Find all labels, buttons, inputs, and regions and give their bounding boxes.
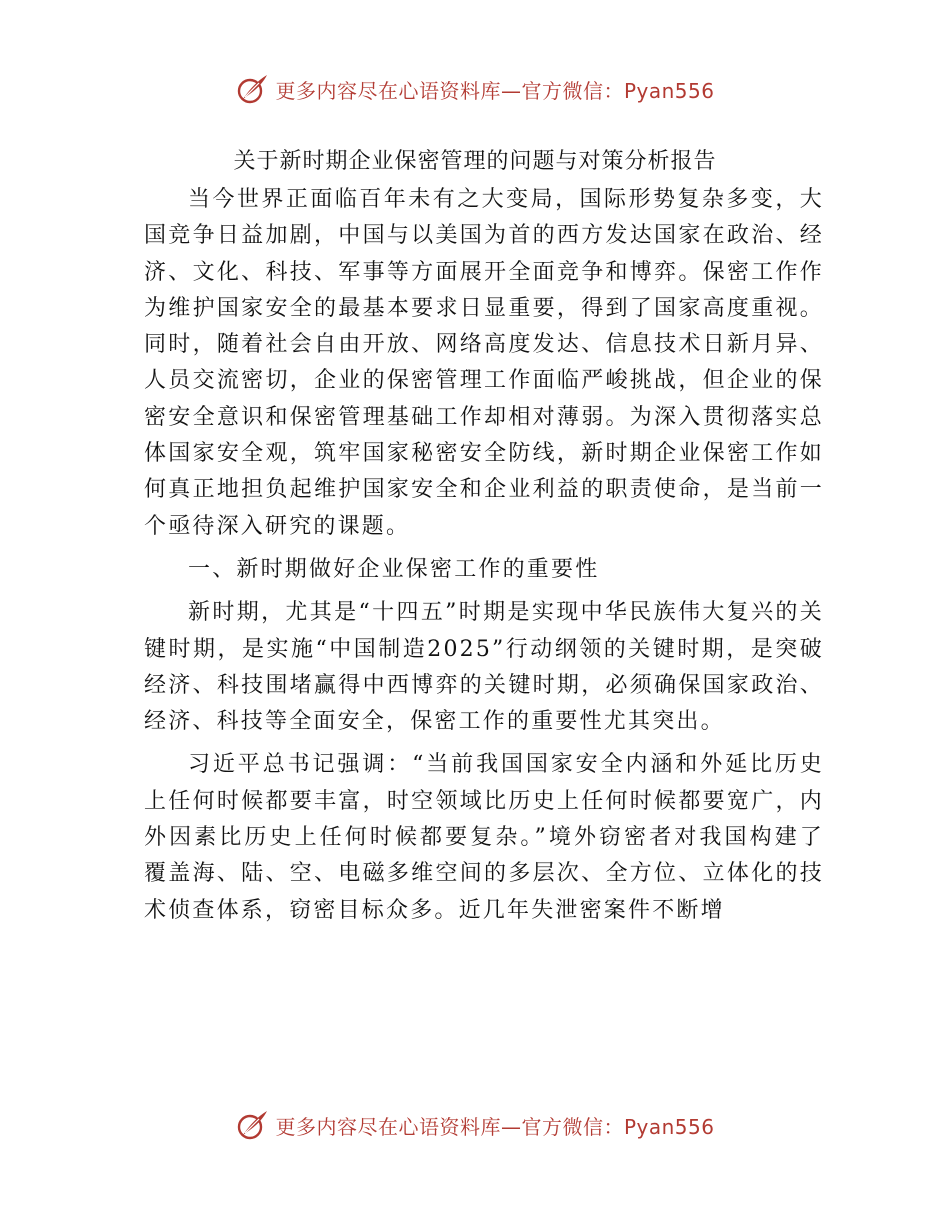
paragraph-intro: 当今世界正面临百年未有之大变局，国际形势复杂多变，大国竞争日益加剧，中国与以美国为首的西方发达国家在政治、经济、文化、科技、军事等方面展开全面竞争和博弈。保密工作作为维护国家安全的最基本要求日显重要，得到了国家高度重视。同时，随着社会自由开放、网络高度发达、信息技术日新月异、人员交流密切，企业的保密管理工作面临严峻挑战，但企业的保密安全意识和保密管理基础工作却相对薄弱。为深入贯彻落实总体国家安全观，筑牢国家秘密安全防线，新时期企业保密工作如何真正地担负起维护国家安全和企业利益的职责使命，是当前一个亟待深入研究的课题。 xyxy=(144,187,824,539)
paragraph-quote: 习近平总书记强调：“当前我国国家安全内涵和外延比历史上任何时候都要丰富，时空领域比历史上任何时候都要宽广，内外因素比历史上任何时候都要复杂。”境外窃密者对我国构建了覆盖海、陆、空、电磁多维空间的多层次、全方位、立体化的技术侦查体系，窃密目标众多。近几年失泄密案件不断增 xyxy=(144,752,824,923)
watermark-text: 更多内容尽在心语资料库—官方微信：Pyan556 xyxy=(275,78,715,103)
paragraph-importance: 新时期，尤其是“十四五”时期是实现中华民族伟大复兴的关键时期，是实施“中国制造2025”行动纲领的关键时期，是突破经济、科技围堵赢得中西博弈的关键时期，必须确保国家政治、经济、科技等全面安全，保密工作的重要性尤其突出。 xyxy=(144,600,824,735)
footer-watermark xyxy=(0,1108,950,1142)
feather-quill-icon xyxy=(235,72,269,106)
watermark-text: 更多内容尽在心语资料库—官方微信：Pyan556 xyxy=(275,1114,715,1139)
feather-quill-icon xyxy=(235,1108,269,1142)
header-watermark xyxy=(0,72,950,106)
document-title: 关于新时期企业保密管理的问题与对策分析报告 xyxy=(233,149,717,174)
document-body xyxy=(144,182,824,929)
section-heading: 一、新时期做好企业保密工作的重要性 xyxy=(188,556,600,582)
